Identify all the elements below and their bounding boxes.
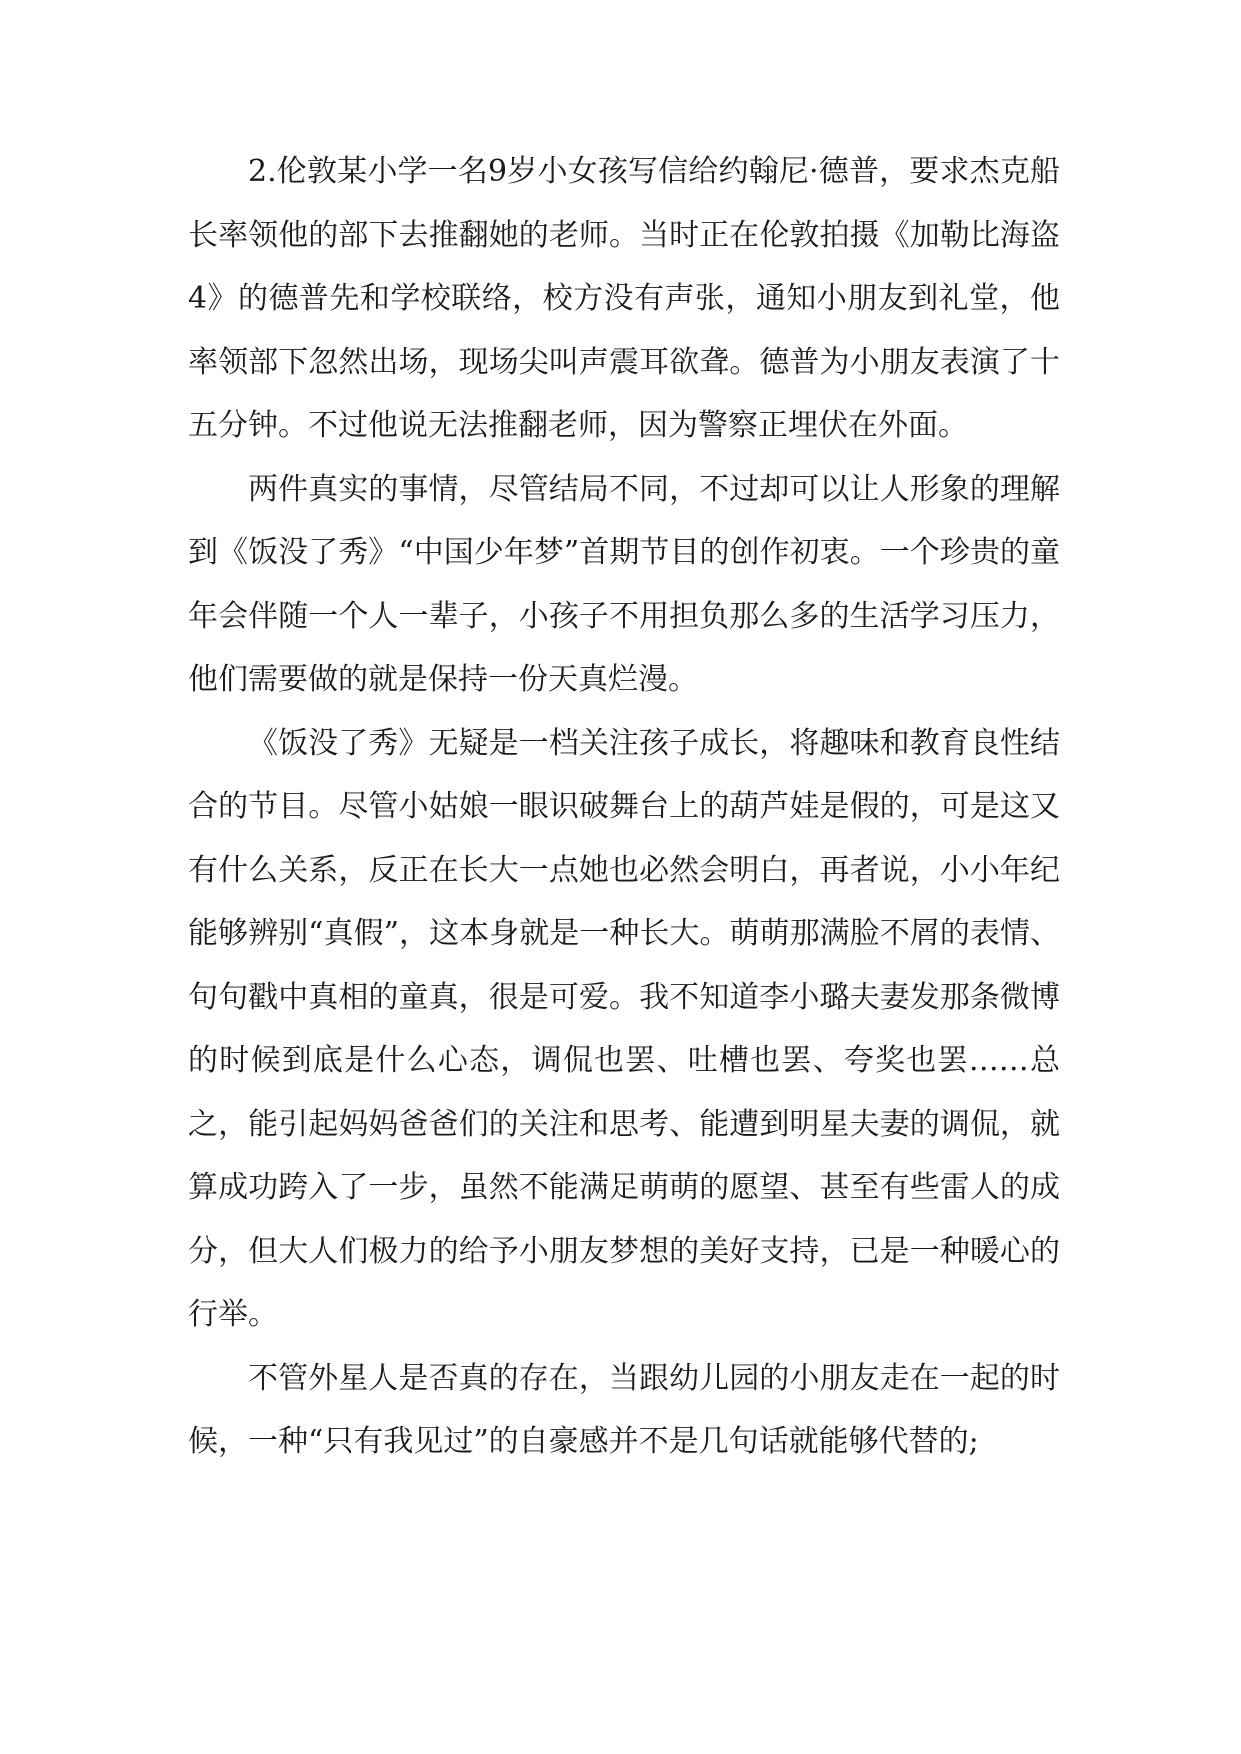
document-body xyxy=(188,140,1060,1474)
paragraph-alien-pride: 不管外星人是否真的存在，当跟幼儿园的小朋友走在一起的时候，一种“只有我见过”的自豪感并不是几句话就能够代替的; xyxy=(188,1360,1060,1459)
paragraph-show-review: 《饭没了秀》无疑是一档关注孩子成长，将趣味和教育良性结合的节目。尽管小姑娘一眼识破舞台上的葫芦娃是假的，可是这又有什么关系，反正在长大一点她也必然会明白，再者说，小小年纪能够辨别“真假”，这本身就是一种长大。萌萌那满脸不屑的表情、句句戳中真相的童真，很是可爱。我不知道李小璐夫妻发那条微博的时候到底是什么心态，调侃也罢、吐槽也罢、夸奖也罢……总之，能引起妈妈爸爸们的关注和思考、能遭到明星夫妻的调侃，就算成功跨入了一步，虽然不能满足萌萌的愿望、甚至有些雷人的成分，但大人们极力的给予小朋友梦想的美好支持，已是一种暖心的行举。 xyxy=(188,725,1060,1332)
paragraph-two-stories: 两件真实的事情，尽管结局不同，不过却可以让人形象的理解到《饭没了秀》“中国少年梦”首期节目的创作初衷。一个珍贵的童年会伴随一个人一辈子，小孩子不用担负那么多的生活学习压力，他们需要做的就是保持一份天真烂漫。 xyxy=(188,471,1060,697)
paragraph-depp-story: 2.伦敦某小学一名9岁小女孩写信给约翰尼·德普，要求杰克船长率领他的部下去推翻她的老师。当时正在伦敦拍摄《加勒比海盗4》的德普先和学校联络，校方没有声张，通知小朋友到礼堂，他率领部下忽然出场，现场尖叫声震耳欲聋。德普为小朋友表演了十五分钟。不过他说无法推翻老师，因为警察正埋伏在外面。 xyxy=(188,154,1060,443)
